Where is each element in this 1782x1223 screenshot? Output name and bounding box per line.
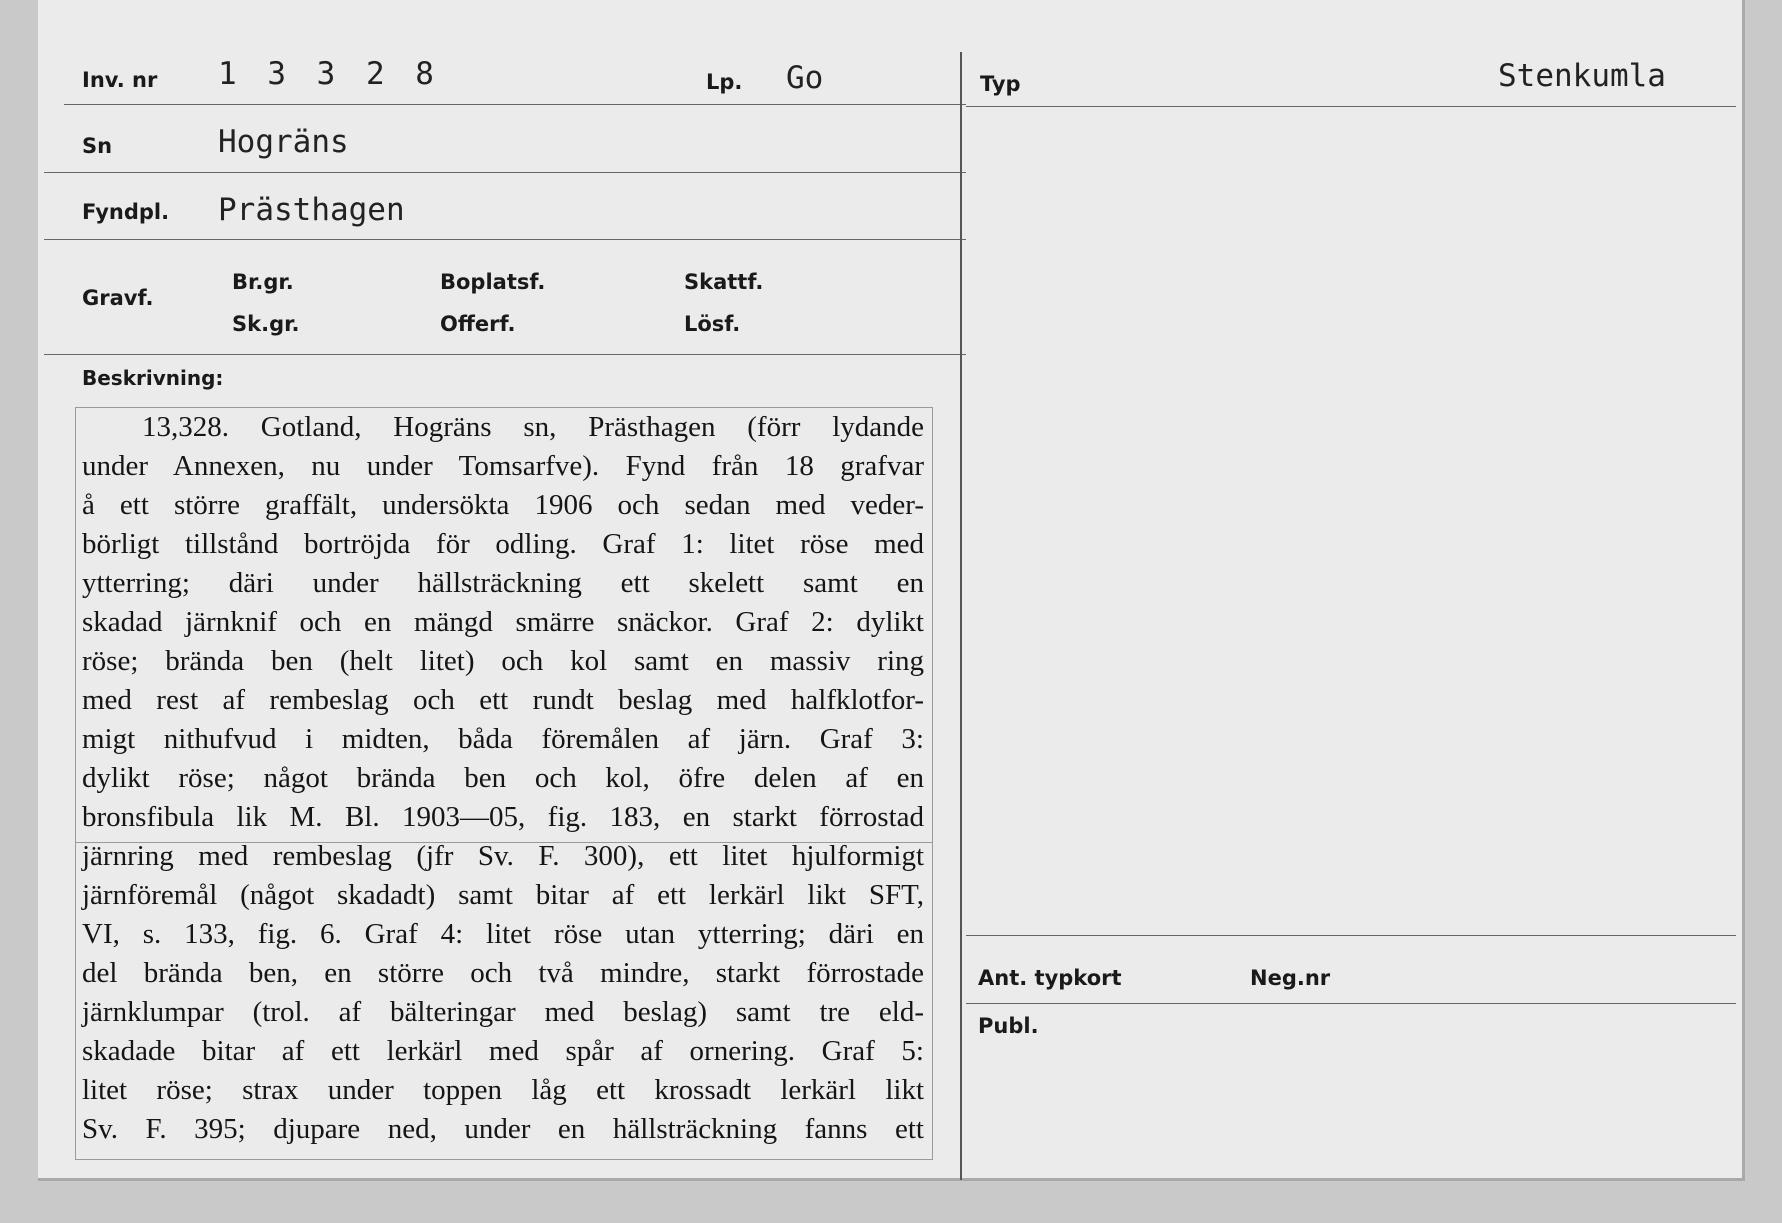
description-line: skadade bitar af ett lerkärl med spår af ornering. Graf 5: xyxy=(82,1035,924,1067)
skattf-label: Skattf. xyxy=(684,270,764,294)
description-line: järnklumpar (trol. af bälteringar med beslag) samt tre eld- xyxy=(82,996,924,1028)
rule-ant xyxy=(966,935,1736,936)
description-line: del brända ben, en större och två mindre, starkt förrostade xyxy=(82,957,924,989)
neg-nr-label: Neg.nr xyxy=(1250,966,1331,990)
description-line: VI, s. 133, fig. 6. Graf 4: litet röse utan ytterring; däri en xyxy=(82,918,924,950)
description-line: migt nithufvud i midten, båda föremålen af järn. Graf 3: xyxy=(82,723,924,755)
sn-value: Hogräns xyxy=(218,124,349,160)
description-line: dylikt röse; något brända ben och kol, öfre delen af en xyxy=(82,762,924,794)
sn-label: Sn xyxy=(82,134,113,158)
description-line: med rest af rembeslag och ett rundt beslag med halfklotfor- xyxy=(82,684,924,716)
lp-label: Lp. xyxy=(706,70,743,94)
inv-nr-label: Inv. nr xyxy=(82,68,158,92)
losf-label: Lösf. xyxy=(684,312,741,336)
rule-gravf xyxy=(44,354,966,355)
boplatsf-label: Boplatsf. xyxy=(440,270,546,294)
rule-sn xyxy=(44,172,966,173)
typ-value: Stenkumla xyxy=(1498,58,1666,94)
lp-value: Go xyxy=(786,60,824,96)
description-line: Sv. F. 395; djupare ned, under en hällsträckning fanns ett xyxy=(82,1113,924,1145)
catalog-card xyxy=(38,0,1745,1181)
rule-publ xyxy=(966,1003,1736,1004)
description-line: järnföremål (något skadadt) samt bitar af ett lerkärl likt SFT, xyxy=(82,879,924,911)
description-line: ytterring; däri under hällsträckning ett skelett samt en xyxy=(82,567,924,599)
description-line: röse; brända ben (helt litet) och kol samt en massiv ring xyxy=(82,645,924,677)
rule-inv xyxy=(64,104,966,105)
description-line: å ett större graffält, undersökta 1906 och sedan med veder- xyxy=(82,489,924,521)
ant-typkort-label: Ant. typkort xyxy=(978,966,1122,990)
description-line: järnring med rembeslag (jfr Sv. F. 300), ett litet hjulformigt xyxy=(82,840,924,872)
beskrivning-label: Beskrivning: xyxy=(82,366,224,390)
description-line: under Annexen, nu under Tomsarfve). Fynd från 18 grafvar xyxy=(82,450,924,482)
description-text xyxy=(82,408,924,1149)
description-line: börligt tillstånd bortröjda för odling. Graf 1: litet röse med xyxy=(82,528,924,560)
description-slip xyxy=(75,407,933,1160)
column-divider xyxy=(960,52,962,1180)
description-line: skadad järnknif och en mängd smärre snäckor. Graf 2: dylikt xyxy=(82,606,924,638)
skgr-label: Sk.gr. xyxy=(232,312,300,336)
fyndpl-value: Prästhagen xyxy=(218,192,405,228)
inv-nr-value: 1 3 3 2 8 xyxy=(218,56,440,92)
rule-fyndpl xyxy=(44,239,966,240)
rule-typ xyxy=(966,106,1736,107)
publ-label: Publ. xyxy=(978,1014,1039,1038)
offerf-label: Offerf. xyxy=(440,312,516,336)
typ-label: Typ xyxy=(980,72,1021,96)
gravf-label: Gravf. xyxy=(82,286,154,310)
description-line: litet röse; strax under toppen låg ett krossadt lerkärl likt xyxy=(82,1074,924,1106)
brgr-label: Br.gr. xyxy=(232,270,294,294)
description-line: 13,328. Gotland, Hogräns sn, Prästhagen (förr lydande xyxy=(142,411,924,443)
fyndpl-label: Fyndpl. xyxy=(82,200,170,224)
description-line: bronsfibula lik M. Bl. 1903—05, fig. 183, en starkt förrostad xyxy=(82,801,924,833)
